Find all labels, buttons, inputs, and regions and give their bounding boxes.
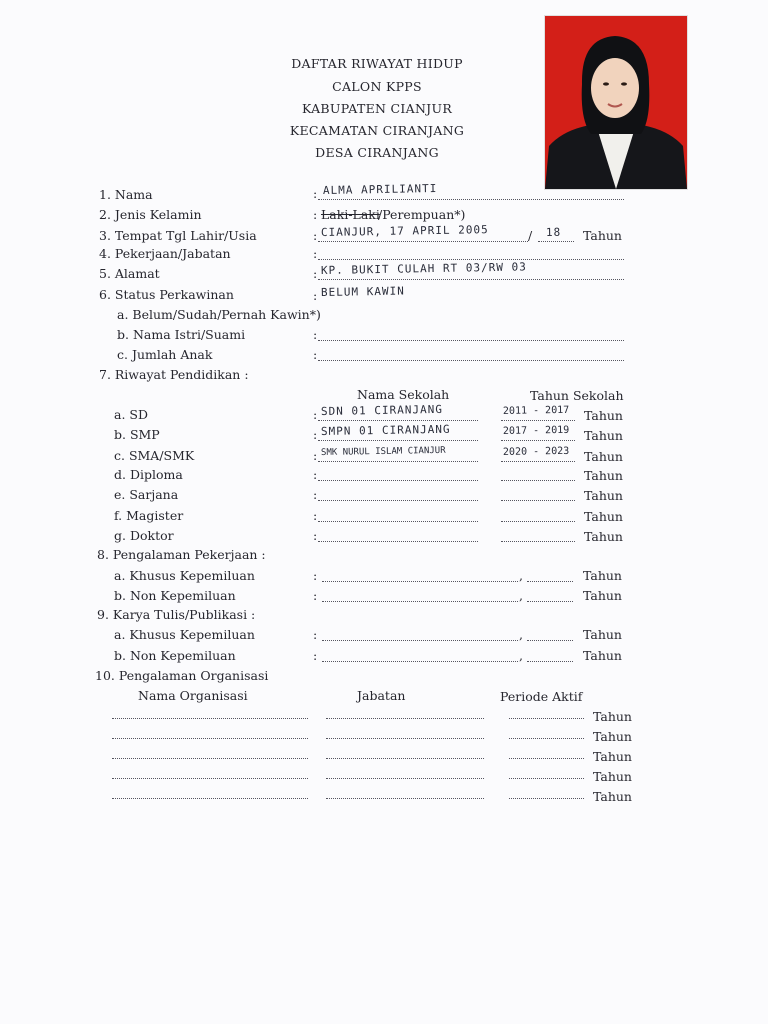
dotted-line (318, 541, 478, 542)
dotted-line (501, 440, 575, 441)
label-status-b: b. Nama Istri/Suami (117, 327, 246, 342)
dotted-line (509, 798, 584, 799)
education-school: SDN 01 CIRANJANG (320, 402, 444, 418)
label-pengalaman: 8. Pengalaman Pekerjaan : (97, 547, 266, 562)
education-level: c. SMA/SMK (114, 448, 195, 463)
label-pekerjaan: 4. Pekerjaan/Jabatan (99, 246, 231, 261)
dotted-line (509, 738, 584, 739)
dotted-line (326, 778, 484, 779)
dotted-line (318, 440, 478, 441)
label-karya-khusus: a. Khusus Kepemiluan (114, 627, 255, 642)
education-year: 2017 - 2019 (502, 424, 570, 437)
dotted-line (112, 738, 308, 739)
dotted-line (318, 199, 624, 200)
colon: : (313, 327, 318, 342)
colon: : (313, 568, 318, 583)
comma: , (519, 648, 523, 663)
dotted-line (501, 480, 575, 481)
label-organisasi: 10. Pengalaman Organisasi (95, 668, 269, 683)
colon: : (313, 508, 318, 523)
field-ttl: CIANJUR, 17 APRIL 2005 (320, 223, 489, 239)
dotted-line (538, 241, 574, 242)
tahun-label: Tahun (593, 709, 632, 724)
field-status: BELUM KAWIN (320, 284, 405, 299)
tahun-label: Tahun (583, 588, 622, 603)
colon: : (313, 588, 318, 603)
dotted-line (509, 718, 584, 719)
dotted-line (527, 640, 573, 641)
slash: / (528, 228, 533, 243)
colon: : (313, 186, 318, 201)
dotted-line (112, 798, 308, 799)
field-gender-struck: Laki-Laki (321, 207, 380, 222)
label-pendidikan: 7. Riwayat Pendidikan : (99, 367, 249, 382)
dotted-line (509, 758, 584, 759)
colon: : (313, 627, 318, 642)
tahun-label: Tahun (584, 449, 623, 464)
tahun-label: Tahun (583, 648, 622, 663)
colon: : (313, 246, 318, 261)
label-nama: 1. Nama (99, 187, 153, 202)
tahun-label: Tahun (593, 749, 632, 764)
colon: : (313, 467, 318, 482)
header-year: Tahun Sekolah (530, 388, 624, 403)
comma: , (519, 627, 523, 642)
tahun-label: Tahun (584, 529, 623, 544)
dotted-line (326, 758, 484, 759)
dotted-line (527, 661, 573, 662)
portrait-photo-icon (545, 16, 687, 189)
header-org-position: Jabatan (357, 688, 406, 703)
education-year: 2020 - 2023 (502, 445, 570, 458)
tahun-label: Tahun (593, 769, 632, 784)
header-org-name: Nama Organisasi (138, 688, 248, 703)
dotted-line (318, 340, 624, 341)
dotted-line (318, 360, 624, 361)
education-level: f. Magister (114, 508, 184, 523)
label-exp-khusus: a. Khusus Kepemiluan (114, 568, 255, 583)
tahun-label: Tahun (584, 509, 623, 524)
education-school: SMK NURUL ISLAM CIANJUR (320, 445, 446, 458)
dotted-line (501, 541, 575, 542)
label-karya: 9. Karya Tulis/Publikasi : (97, 607, 256, 622)
education-level: a. SD (114, 407, 148, 422)
colon: : (313, 288, 318, 303)
field-usia: 18 (545, 225, 562, 239)
dotted-line (112, 718, 308, 719)
header-school: Nama Sekolah (357, 387, 450, 402)
education-school: SMPN 01 CIRANJANG (320, 422, 451, 438)
portrait-photo (544, 15, 688, 190)
dotted-line (326, 798, 484, 799)
label-ttl: 3. Tempat Tgl Lahir/Usia (99, 228, 257, 243)
tahun-label: Tahun (584, 468, 623, 483)
dotted-line (509, 778, 584, 779)
title-line-4: KECAMATAN CIRANJANG (289, 123, 465, 138)
title-line-2: CALON KPPS (332, 79, 422, 94)
tahun-label: Tahun (593, 729, 632, 744)
tahun-label: Tahun (583, 228, 622, 243)
education-level: g. Doktor (114, 528, 174, 543)
education-level: b. SMP (114, 427, 160, 442)
education-level: e. Sarjana (114, 487, 179, 502)
label-status: 6. Status Perkawinan (99, 287, 234, 302)
dotted-line (318, 500, 478, 501)
dotted-line (318, 480, 478, 481)
label-alamat: 5. Alamat (99, 266, 160, 281)
dotted-line (318, 420, 478, 421)
dotted-line (112, 778, 308, 779)
dotted-line (322, 640, 518, 641)
education-year: 2011 - 2017 (502, 404, 570, 417)
dotted-line (322, 581, 518, 582)
dotted-line (318, 279, 624, 280)
dotted-line (527, 581, 573, 582)
label-karya-non: b. Non Kepemiluan (114, 648, 236, 663)
tahun-label: Tahun (583, 627, 622, 642)
dotted-line (501, 461, 575, 462)
field-gender-selected: /Perempuan*) (378, 207, 466, 222)
dotted-line (501, 420, 575, 421)
comma: , (519, 568, 523, 583)
title-line-1: DAFTAR RIWAYAT HIDUP (291, 56, 463, 71)
colon: : (313, 427, 318, 442)
title-line-3: KABUPATEN CIANJUR (301, 101, 453, 116)
dotted-line (501, 521, 575, 522)
dotted-line (501, 500, 575, 501)
colon: : (313, 207, 318, 222)
colon: : (313, 228, 318, 243)
colon: : (313, 648, 318, 663)
field-alamat: KP. BUKIT CULAH RT 03/RW 03 (320, 260, 527, 277)
dotted-line (112, 758, 308, 759)
field-nama: ALMA APRILIANTI (322, 182, 438, 197)
label-status-a: a. Belum/Sudah/Pernah Kawin*) (117, 307, 321, 322)
dotted-line (326, 718, 484, 719)
tahun-label: Tahun (593, 789, 632, 804)
tahun-label: Tahun (584, 428, 623, 443)
colon: : (313, 347, 318, 362)
dotted-line (322, 601, 518, 602)
tahun-label: Tahun (583, 568, 622, 583)
dotted-line (318, 241, 528, 242)
header-org-period: Periode Aktif (500, 689, 583, 704)
colon: : (313, 487, 318, 502)
dotted-line (318, 461, 478, 462)
colon: : (313, 266, 318, 281)
colon: : (313, 448, 318, 463)
dotted-line (527, 601, 573, 602)
label-jenis-kelamin: 2. Jenis Kelamin (99, 207, 202, 222)
dotted-line (326, 738, 484, 739)
title-line-5: DESA CIRANJANG (315, 145, 439, 160)
label-status-c: c. Jumlah Anak (117, 347, 213, 362)
tahun-label: Tahun (584, 488, 623, 503)
tahun-label: Tahun (584, 408, 623, 423)
comma: , (519, 588, 523, 603)
label-exp-non: b. Non Kepemiluan (114, 588, 236, 603)
dotted-line (322, 661, 518, 662)
education-level: d. Diploma (114, 467, 183, 482)
dotted-line (318, 521, 478, 522)
colon: : (313, 528, 318, 543)
colon: : (313, 407, 318, 422)
